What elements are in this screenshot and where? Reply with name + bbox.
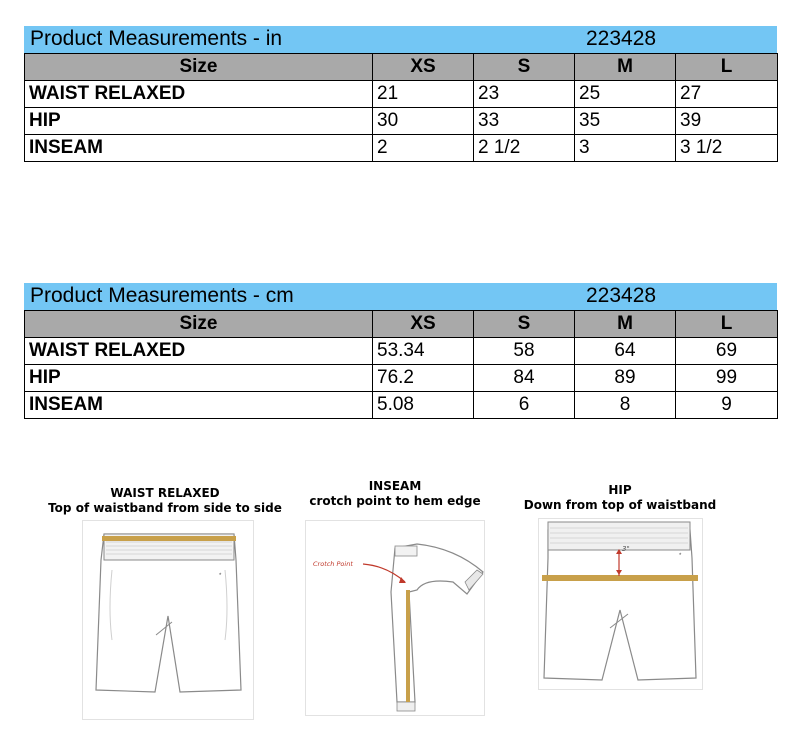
- cell-value: 6: [474, 392, 575, 419]
- product-code: 223428: [586, 284, 657, 307]
- inseam-figure-desc: crotch point to hem edge: [309, 494, 481, 508]
- table-title: Product Measurements - in: [30, 27, 283, 50]
- waist-figure-desc: Top of waistband from side to side: [48, 501, 282, 515]
- cell-value: 3 1/2: [676, 135, 778, 162]
- hip-figure-desc: Down from top of waistband: [523, 498, 717, 512]
- product-code: 223428: [586, 27, 657, 50]
- header-xs: XS: [373, 311, 474, 338]
- cell-value: 8: [575, 392, 676, 419]
- cell-value: 9: [676, 392, 778, 419]
- row-label: INSEAM: [25, 392, 373, 419]
- hip-measure-marker: 3": [622, 545, 630, 553]
- crotch-point-callout: Crotch Point: [313, 560, 353, 568]
- cell-value: 30: [373, 108, 474, 135]
- waist-figure-title: WAIST RELAXED: [110, 486, 220, 500]
- header-size: Size: [25, 54, 373, 81]
- svg-text:⋆: ⋆: [218, 570, 223, 578]
- svg-text:⋆: ⋆: [678, 550, 683, 558]
- row-label: WAIST RELAXED: [25, 81, 373, 108]
- cell-value: 27: [676, 81, 778, 108]
- header-size: Size: [25, 311, 373, 338]
- header-row: [25, 54, 778, 81]
- cell-value: 53.34: [373, 338, 474, 365]
- measurements-table-cm: [24, 283, 777, 419]
- row-label: INSEAM: [25, 135, 373, 162]
- header-row: [25, 311, 778, 338]
- cell-value: 69: [676, 338, 778, 365]
- row-label: HIP: [25, 365, 373, 392]
- header-m: M: [575, 311, 676, 338]
- hip-figure-title: HIP: [608, 483, 632, 497]
- table-row: [25, 135, 778, 162]
- cell-value: 23: [474, 81, 575, 108]
- cell-value: 39: [676, 108, 778, 135]
- cell-value: 25: [575, 81, 676, 108]
- hip-figure-caption: [510, 483, 730, 513]
- header-l: L: [676, 311, 778, 338]
- cell-value: 99: [676, 365, 778, 392]
- cell-value: 33: [474, 108, 575, 135]
- cell-value: 84: [474, 365, 575, 392]
- table-row: [25, 108, 778, 135]
- cell-value: 21: [373, 81, 474, 108]
- header-xs: XS: [373, 54, 474, 81]
- hip-shorts-illustration: [538, 518, 703, 690]
- table-row: [25, 392, 778, 419]
- row-label: HIP: [25, 108, 373, 135]
- cell-value: 76.2: [373, 365, 474, 392]
- inseam-figure-title: INSEAM: [368, 479, 422, 493]
- header-s: S: [474, 54, 575, 81]
- inseam-figure-caption: [300, 479, 490, 509]
- row-label: WAIST RELAXED: [25, 338, 373, 365]
- cell-value: 3: [575, 135, 676, 162]
- cell-value: 2: [373, 135, 474, 162]
- cell-value: 64: [575, 338, 676, 365]
- table-row: [25, 365, 778, 392]
- cell-value: 2 1/2: [474, 135, 575, 162]
- cell-value: 58: [474, 338, 575, 365]
- cell-value: 5.08: [373, 392, 474, 419]
- table-title-bar: [24, 26, 777, 53]
- table-title: Product Measurements - cm: [30, 284, 294, 307]
- header-s: S: [474, 311, 575, 338]
- cell-value: 89: [575, 365, 676, 392]
- waist-figure-caption: [40, 486, 290, 516]
- header-l: L: [676, 54, 778, 81]
- waist-shorts-illustration: [82, 520, 254, 720]
- table-row: [25, 338, 778, 365]
- cell-value: 35: [575, 108, 676, 135]
- measurements-table-in: [24, 26, 777, 162]
- table-title-bar: [24, 283, 777, 310]
- table-row: [25, 81, 778, 108]
- inseam-shorts-illustration: [305, 520, 485, 716]
- header-m: M: [575, 54, 676, 81]
